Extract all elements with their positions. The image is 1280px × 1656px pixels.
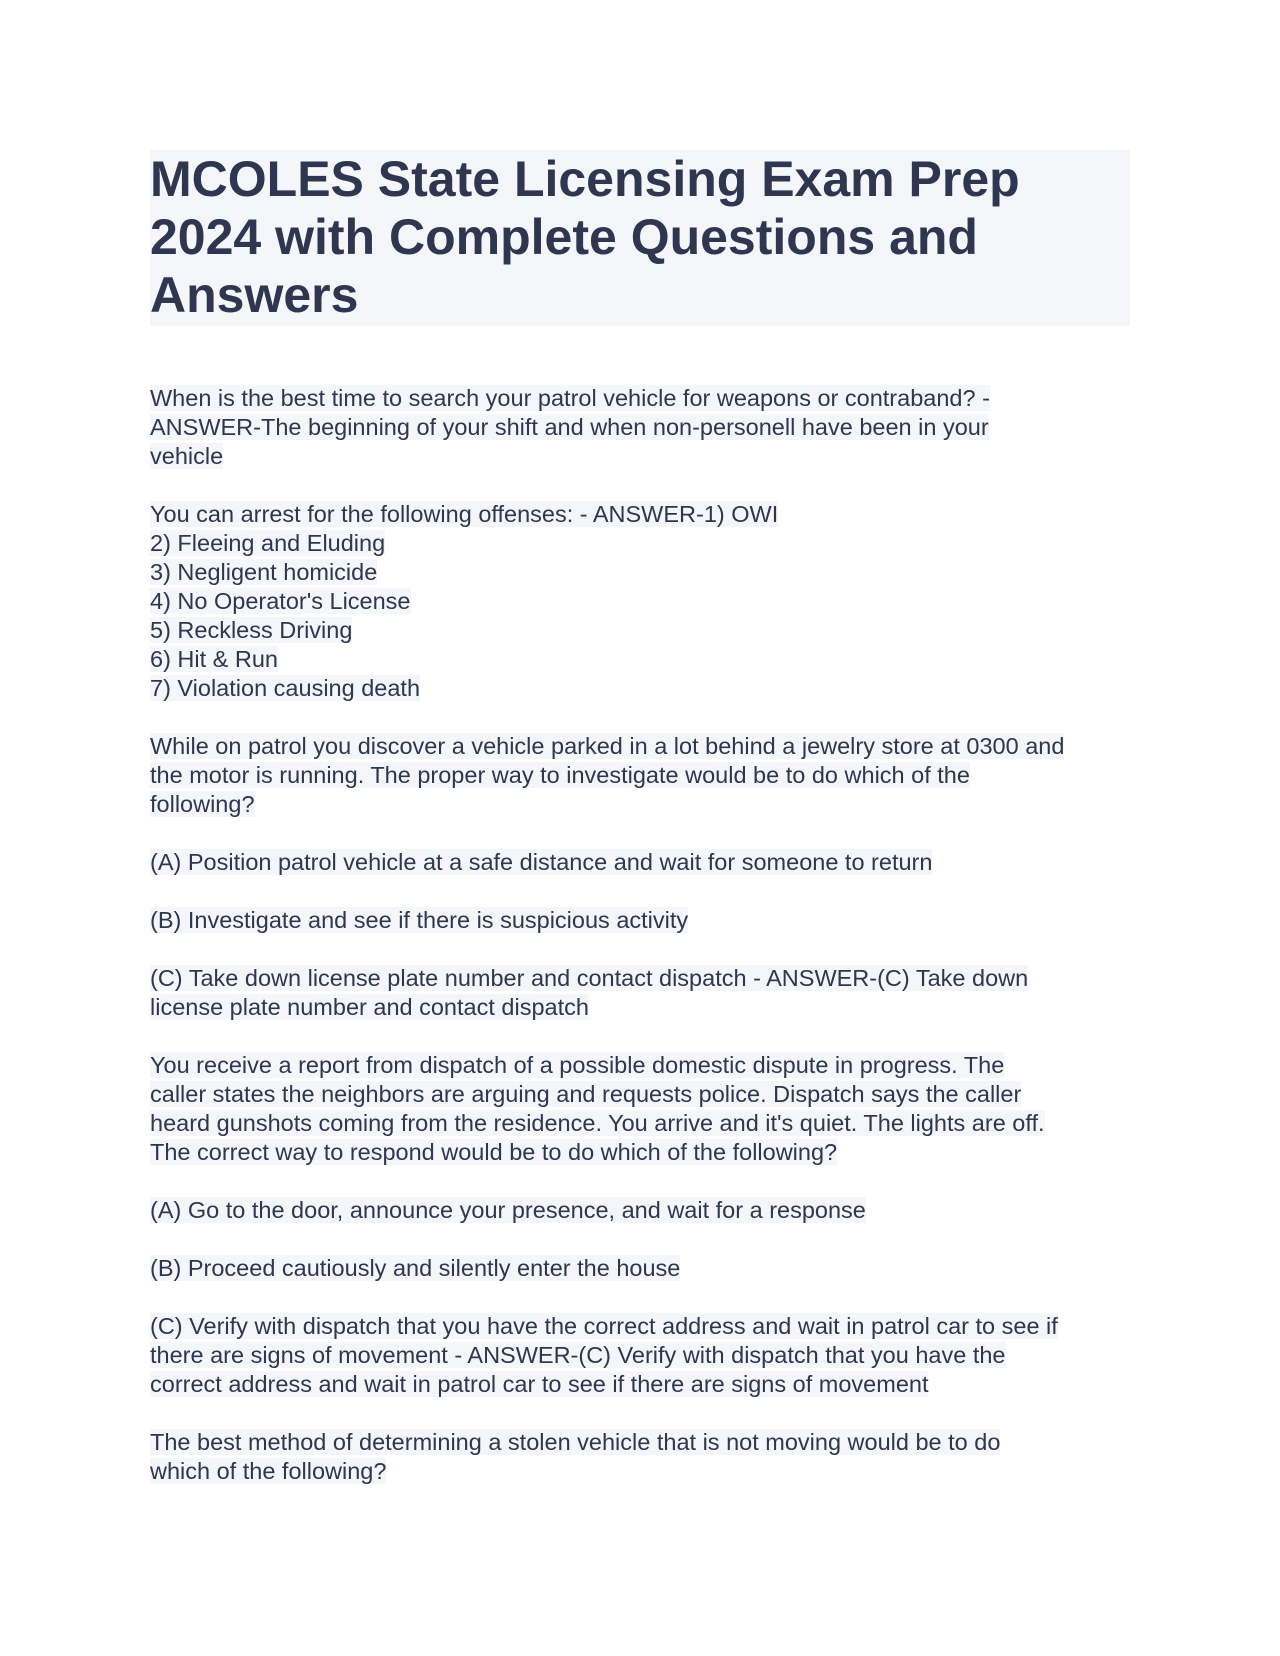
paragraph-question-jewelry-store [150,732,1130,819]
list-item: 7) Violation causing death [150,675,421,701]
text-line: (A) Position patrol vehicle at a safe distance and wait for someone to return [150,849,933,875]
text-line: (A) Go to the door, announce your presence, and wait for a response [150,1197,866,1223]
paragraph-option-c-answer [150,1312,1130,1399]
paragraph-question-domestic-dispute [150,1051,1130,1167]
list-item: 3) Negligent homicide [150,559,378,585]
paragraph-option-c-answer [150,964,1130,1022]
paragraph-question-arrest-offenses [150,500,1130,703]
text-line: (B) Proceed cautiously and silently enter the house [150,1255,681,1281]
list-item: 6) Hit & Run [150,646,278,672]
paragraph-option-a [150,848,1130,877]
list-item: 4) No Operator's License [150,588,411,614]
text-line: While on patrol you discover a vehicle parked in a lot behind a jewelry store at 0300 and [150,733,1065,759]
paragraph-question-stolen-vehicle [150,1428,1130,1486]
paragraph-option-b [150,1254,1130,1283]
text-line: You receive a report from dispatch of a possible domestic dispute in progress. The [150,1052,1005,1078]
paragraph-option-a [150,1196,1130,1225]
paragraph-question-search-vehicle [150,384,1130,471]
text-line: You can arrest for the following offenses: - ANSWER-1) OWI [150,501,779,527]
document-body [150,384,1130,1486]
text-line: correct address and wait in patrol car to see if there are signs of movement [150,1371,929,1397]
text-line: (C) Verify with dispatch that you have the correct address and wait in patrol car to see if [150,1313,1058,1339]
document-title: MCOLES State Licensing Exam Prep 2024 with Complete Questions and Answers [150,150,1130,326]
text-line: (C) Take down license plate number and contact dispatch - ANSWER-(C) Take down [150,965,1029,991]
text-line: (B) Investigate and see if there is suspicious activity [150,907,689,933]
text-line: The correct way to respond would be to do which of the following? [150,1139,838,1165]
document-page [150,150,1130,1515]
text-line: which of the following? [150,1458,387,1484]
text-line: caller states the neighbors are arguing and requests police. Dispatch says the caller [150,1081,1022,1107]
text-line: vehicle [150,443,224,469]
text-line: heard gunshots coming from the residence. You arrive and it's quiet. The lights are off. [150,1110,1045,1136]
paragraph-option-b [150,906,1130,935]
text-line: following? [150,791,255,817]
text-line: the motor is running. The proper way to investigate would be to do which of the [150,762,970,788]
text-line: When is the best time to search your patrol vehicle for weapons or contraband? - [150,385,990,411]
list-item: 2) Fleeing and Eluding [150,530,386,556]
text-line: The best method of determining a stolen vehicle that is not moving would be to do [150,1429,1001,1455]
list-item: 5) Reckless Driving [150,617,353,643]
text-line: there are signs of movement - ANSWER-(C) Verify with dispatch that you have the [150,1342,1006,1368]
text-line: ANSWER-The beginning of your shift and when non-personell have been in your [150,414,989,440]
text-line: license plate number and contact dispatch [150,994,589,1020]
